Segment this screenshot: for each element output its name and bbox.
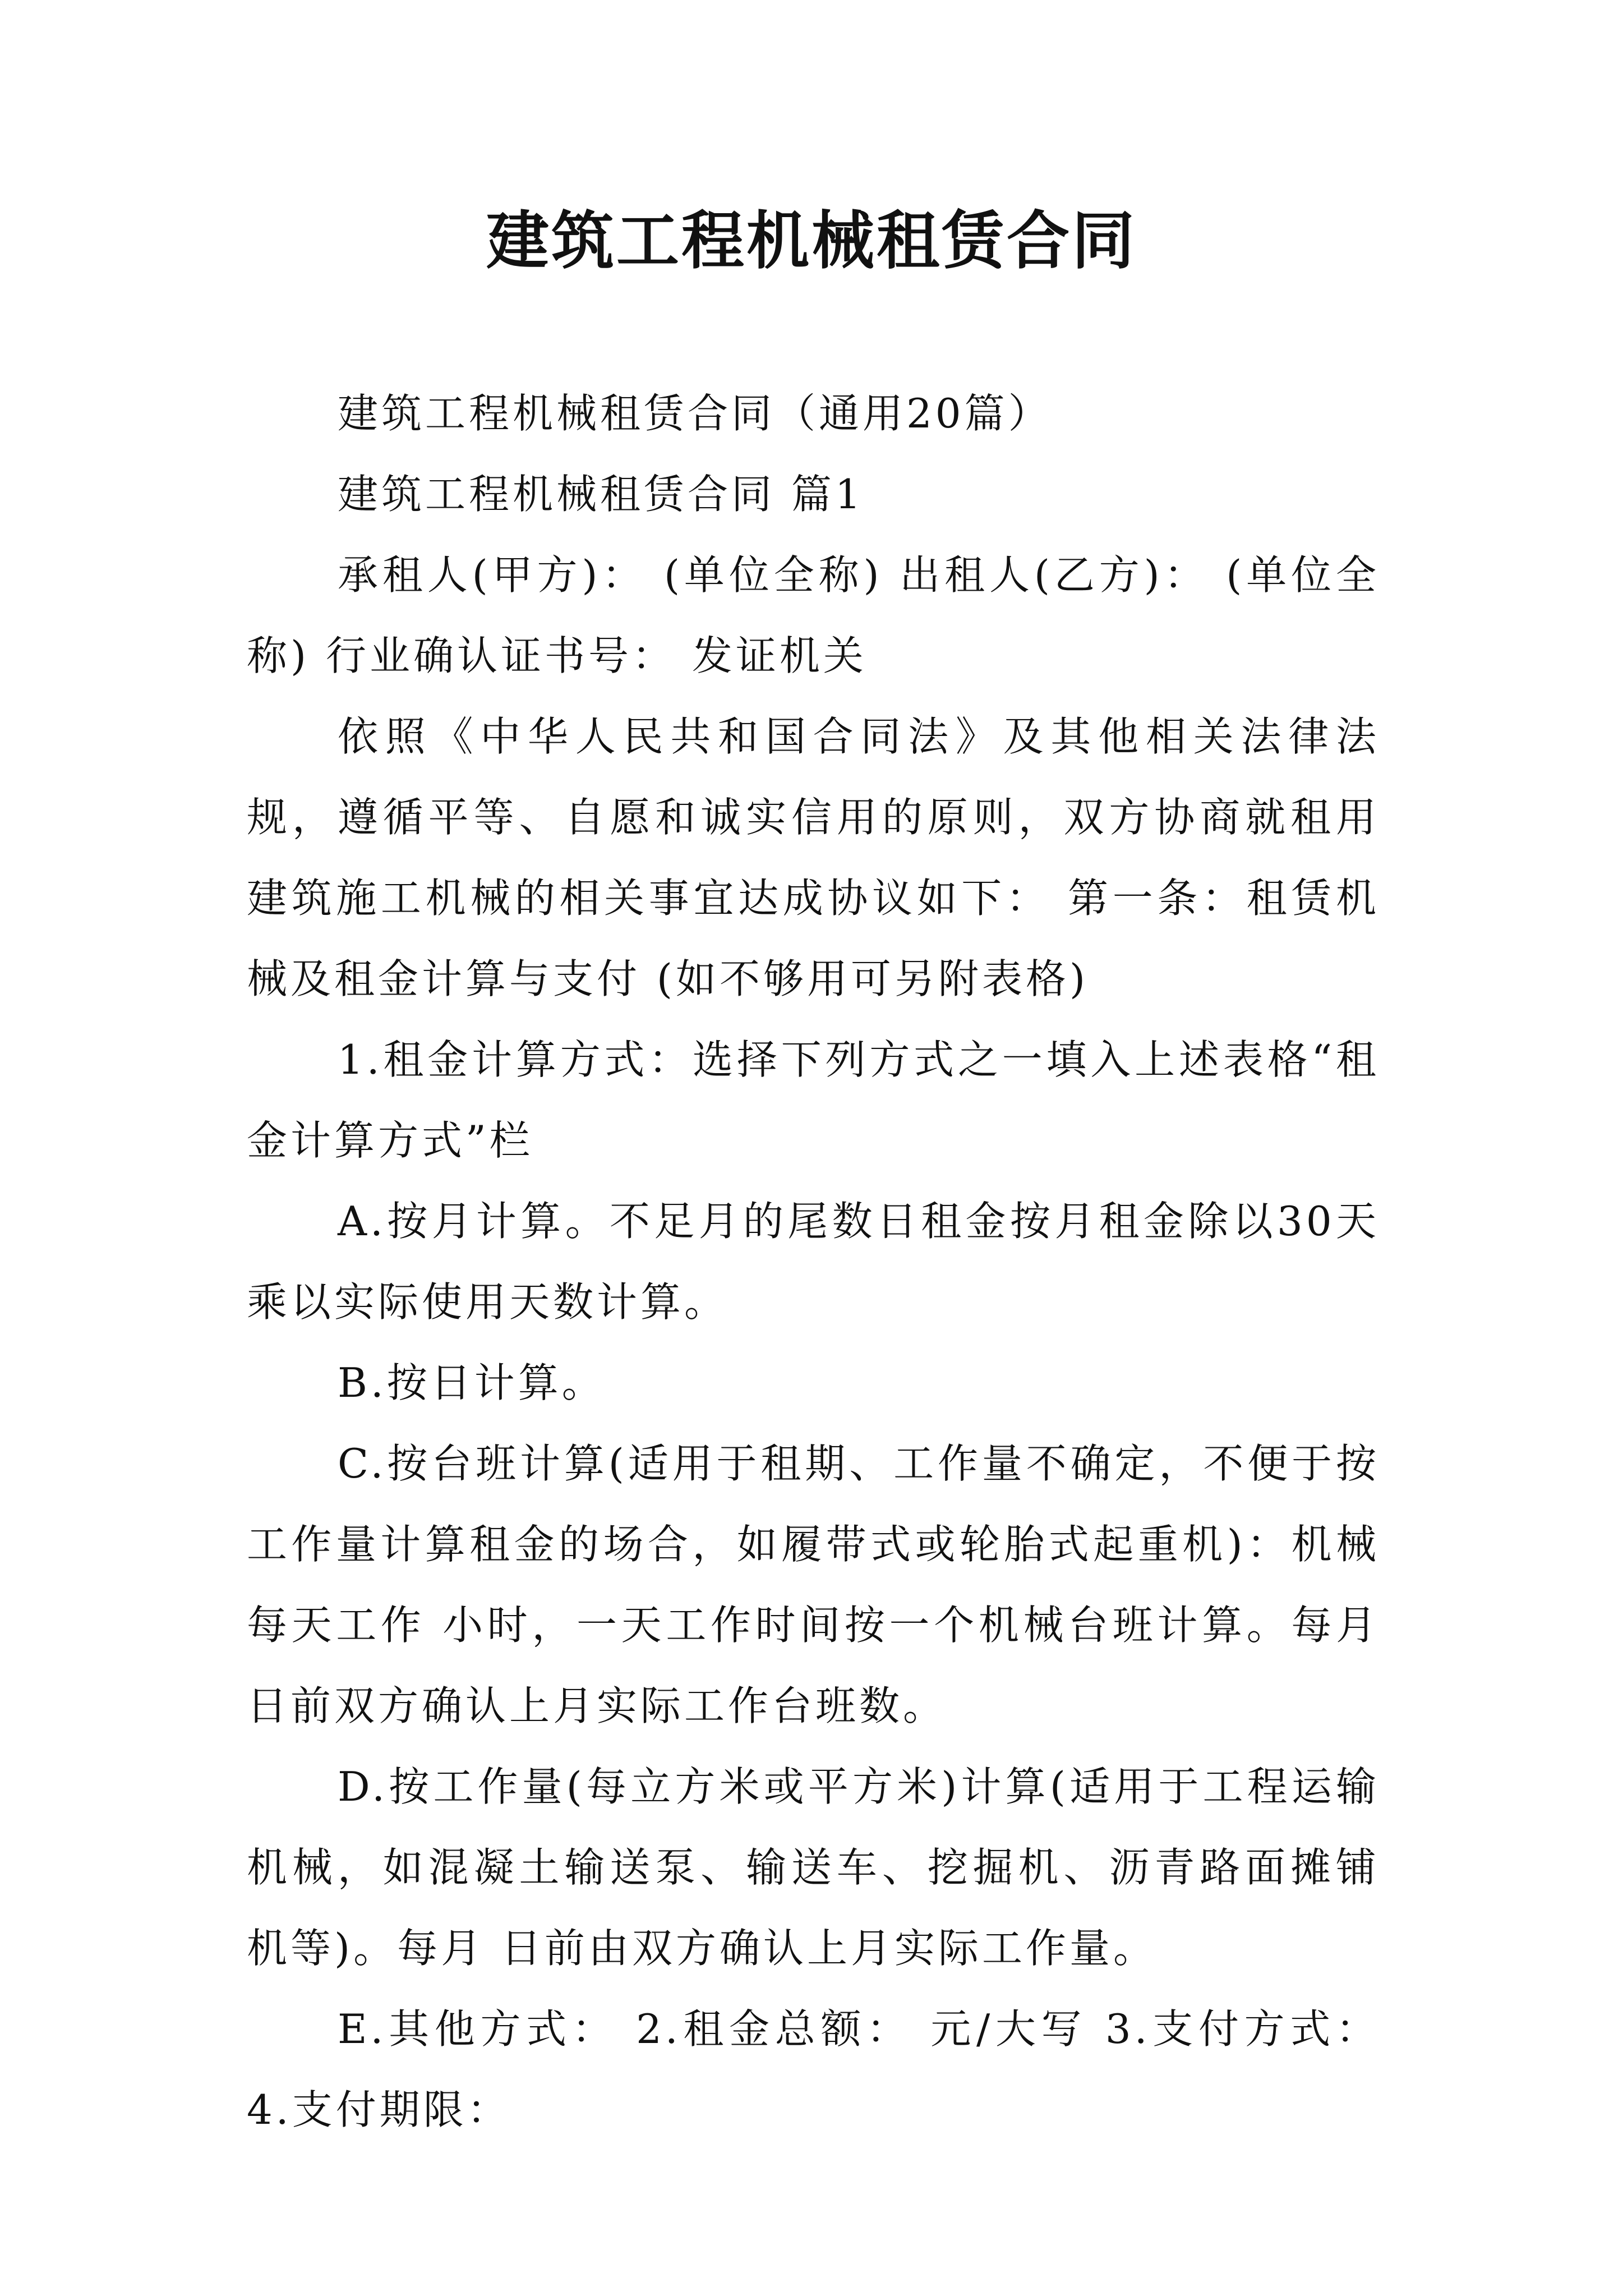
paragraph-parties: 承租人(甲方)： (单位全称) 出租人(乙方)： (单位全称) 行业确认证书号： 发证机关 — [247, 551, 1380, 679]
paragraph-rent-method: 1.租金计算方式：选择下列方式之一填入上述表格“租金计算方式”栏 — [247, 1036, 1380, 1164]
paragraph-section-heading: 建筑工程机械租赁合同 篇1 — [338, 471, 864, 518]
paragraph-option-d: D.按工作量(每立方米或平方米)计算(适用于工程运输机械，如混凝土输送泵、输送车、挖掘机、沥青路面摊铺机等)。每月 日前由双方确认上月实际工作量。 — [247, 1763, 1380, 1972]
paragraph-subtitle: 建筑工程机械租赁合同（通用20篇） — [338, 390, 1052, 437]
document-title: 建筑工程机械租赁合同 — [486, 204, 1137, 278]
paragraph-preamble: 依照《中华人民共和国合同法》及其他相关法律法规，遵循平等、自愿和诚实信用的原则，双方协商就租用建筑施工机械的相关事宜达成协议如下： 第一条：租赁机械及租金计算与支付 (如不够用可另附表格) — [247, 713, 1380, 1002]
document-body — [247, 373, 1380, 2150]
paragraph-option-c: C.按台班计算(适用于租期、工作量不确定，不便于按工作量计算租金的场合，如履带式或轮胎式起重机)：机械每天工作 小时，一天工作时间按一个机械台班计算。每月 日前双方确认上月实际工作台班数。 — [247, 1440, 1380, 1729]
paragraph-option-b: B.按日计算。 — [338, 1359, 606, 1406]
paragraph-option-a: A.按月计算。不足月的尾数日租金按月租金除以30天乘以实际使用天数计算。 — [247, 1198, 1380, 1326]
paragraph-option-e: E.其他方式： 2.租金总额： 元/大写 3.支付方式： 4.支付期限： — [247, 2005, 1380, 2133]
